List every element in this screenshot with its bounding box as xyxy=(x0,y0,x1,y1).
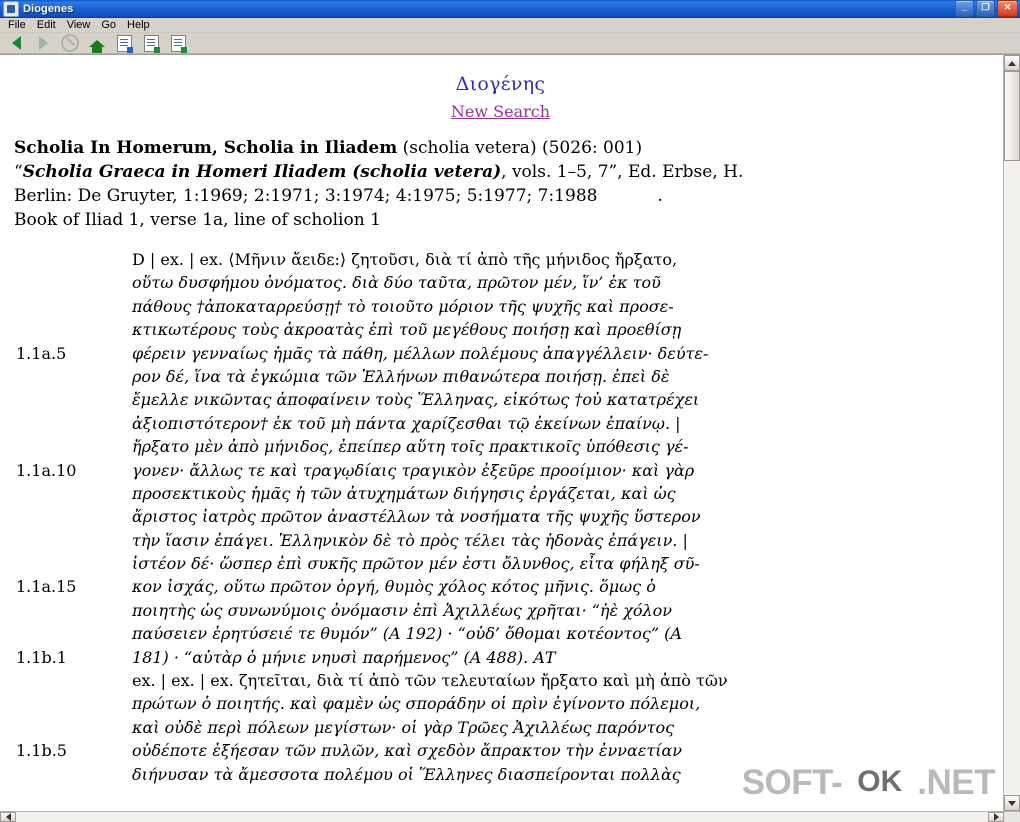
back-button[interactable] xyxy=(6,33,26,53)
down-arrow-icon xyxy=(1008,801,1016,806)
text-line xyxy=(14,273,987,296)
app-icon xyxy=(3,1,19,17)
page-header xyxy=(14,65,987,122)
vertical-scrollbar[interactable] xyxy=(1003,55,1020,811)
citation-edition-title: Scholia Graeca in Homeri Iliadem (scholia vetera) xyxy=(22,162,502,182)
text-line xyxy=(14,484,987,507)
line-text: καὶ οὐδὲ περὶ πόλεων μεγίστων· οἱ γὰρ Τρῶες Ἀχιλλέως παρόντος xyxy=(132,717,675,737)
text-line xyxy=(14,344,987,367)
greek-text-body xyxy=(14,250,987,811)
text-line xyxy=(14,765,987,788)
line-text: 181) · “αὐτὰρ ὁ μήνιε νηυσὶ παρήμενος” (Α 488). ΑΤ xyxy=(132,647,556,667)
citation-work-title: Scholia In Homerum, Scholia in Iliadem xyxy=(14,138,398,158)
page-green-button[interactable] xyxy=(141,33,161,53)
horizontal-scroll-track[interactable] xyxy=(16,812,988,822)
line-text: διήνυσαν τὰ ἄμεσσοτα πολέμου οἱ Ἕλληνες διασπείρονται πολλὰς xyxy=(132,764,681,784)
home-button[interactable] xyxy=(87,33,107,53)
line-text: παύσειεν ἐρητύσειέ τε θυμόν” (Α 192) · “οὐδ’ ὄθομαι κοτέοντος” (Α xyxy=(132,624,682,644)
vertical-scroll-thumb[interactable] xyxy=(1004,71,1020,161)
text-line xyxy=(14,531,987,554)
scroll-down-button[interactable] xyxy=(1004,795,1020,811)
text-line xyxy=(14,624,987,647)
page-green-icon xyxy=(144,35,159,52)
text-line xyxy=(14,601,987,624)
forward-button[interactable] xyxy=(33,33,53,53)
citation-line-3 xyxy=(14,184,987,208)
minimize-button[interactable]: _ xyxy=(955,0,974,17)
citation-line-1 xyxy=(14,136,987,160)
right-arrow-icon xyxy=(994,813,999,821)
citation-locus: Book of Iliad 1, verse 1a, line of scholion 1 xyxy=(14,210,381,230)
text-line xyxy=(14,577,987,600)
watermark-right: .NET xyxy=(917,763,995,803)
page-copy-button[interactable] xyxy=(168,33,188,53)
menu-item-edit[interactable]: Edit xyxy=(36,19,56,31)
text-line xyxy=(14,367,987,390)
up-arrow-icon xyxy=(1008,61,1016,66)
line-text: D | ex. | ex. ⟨Μῆνιν ἄειδε:⟩ ζητοῦσι, διὰ τί ἀπὸ τῆς μήνιδος ἤρξατο, xyxy=(132,250,678,269)
text-line xyxy=(14,741,987,764)
arrow-left-icon xyxy=(12,36,21,50)
left-arrow-icon xyxy=(6,813,11,821)
text-line xyxy=(14,694,987,717)
line-number: 1.1a.10 xyxy=(16,460,77,480)
line-text: κον ἰσχάς, οὕτω πρῶτον ὀργή, θυμὸς χόλος κότος μῆνις. ὅμως ὁ xyxy=(132,577,656,597)
maximize-button[interactable]: ❐ xyxy=(976,0,995,17)
text-line xyxy=(14,671,987,694)
citation-editor: , vols. 1–5, 7”, Ed. Erbse, H. xyxy=(501,162,744,182)
line-text: ἀξιοπιστότερον† ἐκ τοῦ μὴ πάντα χαρίζεσθαι τῷ ἐκείνων ἐπαίνῳ. | xyxy=(132,413,681,433)
text-line xyxy=(14,414,987,437)
close-button[interactable]: ✕ xyxy=(997,0,1018,17)
title-bar xyxy=(0,0,1020,18)
vertical-scroll-track[interactable] xyxy=(1004,161,1020,795)
watermark-left: SOFT- xyxy=(741,763,843,803)
line-text: ἄριστος ἰατρὸς πρῶτον ἀναστέλλων τὰ νοσήματα τῆς ψυχῆς ὕστερον xyxy=(132,507,701,527)
content-area xyxy=(0,54,1020,811)
scrollbar-corner xyxy=(1004,812,1020,822)
toolbar xyxy=(0,33,1020,54)
watermark-badge: OK xyxy=(844,764,915,802)
text-line xyxy=(14,507,987,530)
line-number: 1.1b.1 xyxy=(16,647,67,667)
line-text: ἔμελλε νικῶντας ἀποφαίνειν τοὺς Ἕλληνας, εἰκότως †οὐ κατατρέχει xyxy=(132,390,700,410)
document-view xyxy=(0,55,1003,811)
text-line xyxy=(14,250,987,273)
text-line xyxy=(14,718,987,741)
page-blue-icon xyxy=(117,35,132,52)
line-text: τὴν ἵασιν ἐπάγει. Ἑλληνικὸν δὲ τὸ πρὸς τέλει τὰς ἡδονὰς ἐπάγειν. | xyxy=(132,530,688,550)
line-number: 1.1a.15 xyxy=(16,577,77,597)
menu-item-file[interactable]: File xyxy=(8,19,26,31)
citation-work-id: (scholia vetera) (5026: 001) xyxy=(397,138,643,158)
horizontal-scrollbar[interactable] xyxy=(0,811,1020,822)
text-line xyxy=(14,297,987,320)
text-line xyxy=(14,788,987,811)
text-line xyxy=(14,461,987,484)
text-line xyxy=(14,320,987,343)
line-text: γονεν· ἄλλως τε καὶ τραγῳδίαις τραγικὸν ἐξεῦρε προοίμιον· καὶ γὰρ xyxy=(132,460,695,480)
page-blue-button[interactable] xyxy=(114,33,134,53)
stop-icon xyxy=(61,34,79,52)
line-text: ex. | ex. | ex. ζητεῖται, διὰ τί ἀπὸ τῶν τελευταίων ἤρξατο καὶ μὴ ἀπὸ τῶν xyxy=(132,671,728,691)
menu-item-go[interactable]: Go xyxy=(101,19,117,31)
home-icon xyxy=(89,40,105,47)
line-text: πάθους †ἀποκαταρρεύσῃ† τὸ τοιοῦτο μόριον τῆς ψυχῆς καὶ προσε- xyxy=(132,296,674,316)
page-title: Διογένης xyxy=(455,73,546,95)
menu-item-help[interactable]: Help xyxy=(127,19,150,31)
citation-quote-open: “ xyxy=(14,162,23,182)
text-line xyxy=(14,437,987,460)
citation-block xyxy=(14,136,987,232)
text-line xyxy=(14,648,987,671)
line-text: προσεκτικοὺς ἡμᾶς ἡ τῶν ἀτυχημάτων διήγησις ἐργάζεται, καὶ ὡς xyxy=(132,483,676,503)
scroll-right-button[interactable] xyxy=(988,812,1004,822)
menu-bar xyxy=(0,18,1020,33)
arrow-right-icon xyxy=(39,36,48,50)
line-text: κτικωτέρους τοὺς ἀκροατὰς ἐπὶ τοῦ μεγέθους ποιήσῃ καὶ προεθίσῃ xyxy=(132,320,682,340)
citation-publication: Berlin: De Gruyter, 1:1969; 2:1971; 3:1974; 4:1975; 5:1977; 7:1988 xyxy=(14,186,598,206)
new-search-link[interactable]: New Search xyxy=(450,102,551,121)
line-text: φέρειν γενναίως ἡμᾶς τὰ πάθη, μέλλων πολέμους ἀπαγγέλλειν· δεύτε- xyxy=(132,343,709,363)
line-text: ἤρξατο μὲν ἀπὸ μήνιδος, ἐπείπερ αὕτη τοῖς πρακτικοῖς ὑπόθεσις γέ- xyxy=(132,437,689,457)
scroll-left-button[interactable] xyxy=(0,812,16,822)
menu-item-view[interactable]: View xyxy=(66,19,91,31)
window-title: Diogenes xyxy=(23,2,74,15)
line-text: ρον δέ, ἵνα τὰ ἐγκώμια τῶν Ἑλλήνων πιθανώτερα ποιήσῃ. ἐπεὶ δὲ xyxy=(132,366,670,386)
citation-trailing-dot: . xyxy=(657,186,663,206)
line-text: οὕτω δυσφήμου ὀνόματος. διὰ δύο ταῦτα, πρῶτον μέν, ἵν’ ἐκ τοῦ xyxy=(132,273,661,293)
line-number: 1.1b.5 xyxy=(16,741,67,761)
line-text: οὐδέποτε ἐξήεσαν τῶν πυλῶν, καὶ σχεδὸν ἄπρακτον τὴν ἐνναετίαν xyxy=(132,741,682,761)
text-line xyxy=(14,554,987,577)
line-number: 1.1a.5 xyxy=(16,343,67,363)
stop-button[interactable] xyxy=(60,33,80,53)
text-line xyxy=(14,390,987,413)
scroll-up-button[interactable] xyxy=(1004,55,1020,71)
citation-line-2 xyxy=(14,160,987,184)
window-controls xyxy=(955,0,1018,17)
citation-line-4 xyxy=(14,208,987,232)
line-text: ἰστέον δέ· ὥσπερ ἐπὶ συκῆς πρῶτον μέν ἐστι ὄλυνθος, εἶτα φήληξ σῦ- xyxy=(132,554,700,574)
line-text: ποιητὴς ὡς συνωνύμοις ὀνόμασιν ἐπὶ Ἀχιλλέως χρῆται· “ἠὲ χόλον xyxy=(132,600,673,620)
page-copy-icon xyxy=(171,35,186,52)
line-text: πρώτων ὁ ποιητής. καὶ φαμὲν ὡς σποράδην οἱ πρὶν ἐγίνοντο πόλεμοι, xyxy=(132,694,701,714)
